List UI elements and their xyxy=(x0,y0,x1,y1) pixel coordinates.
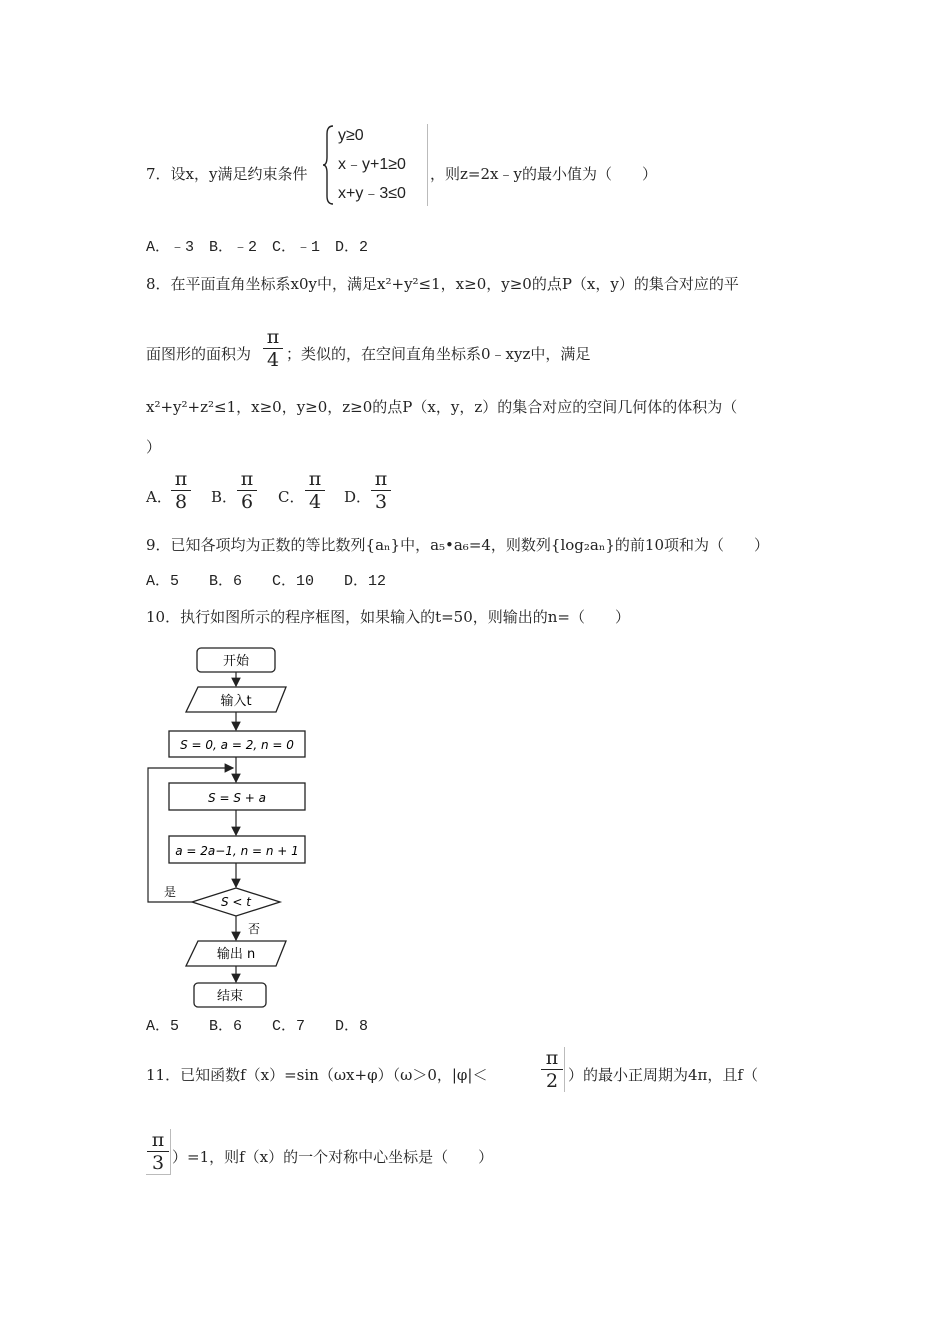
q8-option-d-label: D． xyxy=(344,488,372,506)
q7-constraint-3: x+y﹣3≤0 xyxy=(338,185,406,202)
q7-options: A．﹣3 B．﹣2 C．﹣1 D．2 xyxy=(146,239,369,256)
q8-line-4: ） xyxy=(146,438,162,456)
flowchart-no-label: 否 xyxy=(248,922,261,936)
q8-option-c-label: C． xyxy=(278,488,305,506)
flowchart-output-label: 输出 n xyxy=(216,947,256,962)
q8-line-1: 8．在平面直角坐标系x0y中，满足x²+y²≤1，x≥0，y≥0的点P（x，y）的集合对应的平 xyxy=(146,275,739,293)
q7-prefix: 7．设x，y满足约束条件 xyxy=(146,165,308,183)
q8-line-2-a: 面图形的面积为 xyxy=(146,345,252,363)
q9-options: A．5 B．6 C．10 D．12 xyxy=(146,573,387,590)
left-brace-icon xyxy=(322,124,334,206)
flowchart-init-label: S = 0, a = 2, n = 0 xyxy=(180,738,294,752)
flowchart-step2-label: a = 2a−1, n = n + 1 xyxy=(175,844,299,858)
q7-constraint-1: y≥0 xyxy=(338,127,364,144)
q8-option-b-value: π 6 xyxy=(236,468,258,513)
q11-line-1-a: 11．已知函数f（x）=sin（ωx+φ）（ω＞0，|φ|＜ xyxy=(146,1066,488,1084)
flowchart-step1-label: S = S + a xyxy=(208,791,266,805)
q8-option-d-value: π 3 xyxy=(370,468,392,513)
q8-option-a-label: A． xyxy=(146,488,172,506)
q8-option-b-label: B． xyxy=(211,488,238,506)
flowchart xyxy=(140,640,320,1012)
q8-option-c-value: π 4 xyxy=(304,468,326,513)
q10-options: A．5 B．6 C．7 D．8 xyxy=(146,1018,369,1035)
q7-suffix: ，则z=2x﹣y的最小值为（ ） xyxy=(430,165,657,183)
flowchart-start-label: 开始 xyxy=(222,654,250,669)
q8-pi-over-4: π 4 xyxy=(262,326,284,371)
q8-option-a-value: π 8 xyxy=(170,468,192,513)
q7-constraint-2: x﹣y+1≥0 xyxy=(338,156,406,173)
flowchart-input-label: 输入t xyxy=(220,694,252,709)
q11-line-1-b: ）的最小正周期为4π，且f（ xyxy=(568,1066,758,1084)
flowchart-yes-label: 是 xyxy=(163,885,177,899)
flowchart-decision-label: S < t xyxy=(220,895,252,909)
flowchart-end-label: 结束 xyxy=(216,989,244,1004)
q11-pi-over-2: π 2 xyxy=(540,1047,565,1092)
q8-line-2-b: ；类似的，在空间直角坐标系0﹣xyz中，满足 xyxy=(286,345,591,363)
q9-text: 9．已知各项均为正数的等比数列{aₙ}中，a₅•a₆=4，则数列{log₂aₙ}的前10项和为（ ） xyxy=(146,536,769,554)
q11-pi-over-3: π 3 xyxy=(146,1129,171,1175)
q8-line-3: x²+y²+z²≤1，x≥0，y≥0，z≥0的点P（x，y，z）的集合对应的空间几何体的体积为（ xyxy=(146,398,738,416)
q11-line-2: ）=1，则f（x）的一个对称中心坐标是（ ） xyxy=(172,1148,494,1166)
q7-divider xyxy=(427,124,428,206)
q10-text: 10．执行如图所示的程序框图，如果输入的t=50，则输出的n=（ ） xyxy=(146,608,631,626)
